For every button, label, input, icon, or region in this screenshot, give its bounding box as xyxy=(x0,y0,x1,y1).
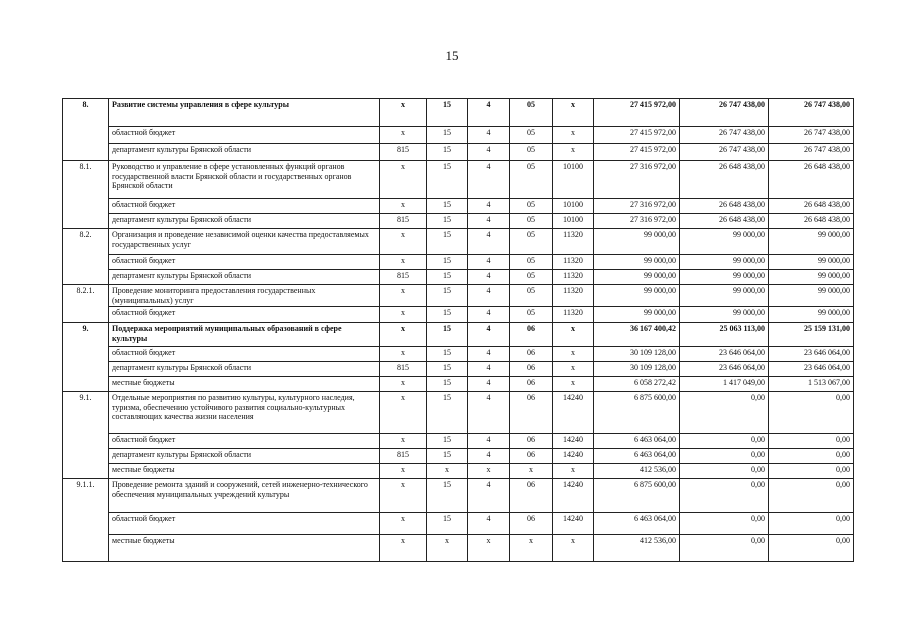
amount-year1-cell: 27 415 972,00 xyxy=(594,144,680,161)
amount-year1-cell: 412 536,00 xyxy=(594,535,680,562)
section-cell: 15 xyxy=(427,199,468,214)
item-name-cell: Проведение ремонта зданий и сооружений, сетей инженерно-технического обеспечения муниципальных учреждений культуры xyxy=(109,479,380,513)
item-name-cell: областной бюджет xyxy=(109,307,380,323)
amount-year3-cell: 0,00 xyxy=(769,392,854,434)
amount-year2-cell: 99 000,00 xyxy=(680,229,769,255)
amount-year2-cell: 25 063 113,00 xyxy=(680,323,769,347)
target-article-cell: 06 xyxy=(510,479,553,513)
amount-year1-cell: 6 463 064,00 xyxy=(594,513,680,535)
item-name-cell: областной бюджет xyxy=(109,434,380,449)
table-row xyxy=(63,347,854,362)
amount-year2-cell: 26 747 438,00 xyxy=(680,127,769,144)
section-cell: 15 xyxy=(427,392,468,434)
amount-year3-cell: 0,00 xyxy=(769,513,854,535)
subsection-cell: 4 xyxy=(468,434,510,449)
amount-year3-cell: 26 648 438,00 xyxy=(769,161,854,199)
subsection-cell: 4 xyxy=(468,214,510,229)
subsection-cell: 4 xyxy=(468,307,510,323)
amount-year3-cell: 26 747 438,00 xyxy=(769,99,854,127)
row-number-cell: 9.1.1. xyxy=(63,479,109,562)
subsection-cell: х xyxy=(468,535,510,562)
item-name-cell: областной бюджет xyxy=(109,127,380,144)
amount-year2-cell: 99 000,00 xyxy=(680,285,769,307)
amount-year3-cell: 99 000,00 xyxy=(769,307,854,323)
amount-year2-cell: 26 648 438,00 xyxy=(680,214,769,229)
table-row xyxy=(63,255,854,270)
amount-year1-cell: 412 536,00 xyxy=(594,464,680,479)
amount-year3-cell: 99 000,00 xyxy=(769,255,854,270)
target-article-cell: 05 xyxy=(510,229,553,255)
grbs-cell: х xyxy=(380,161,427,199)
amount-year1-cell: 30 109 128,00 xyxy=(594,347,680,362)
amount-year2-cell: 0,00 xyxy=(680,449,769,464)
amount-year3-cell: 99 000,00 xyxy=(769,270,854,285)
subsection-cell: 4 xyxy=(468,127,510,144)
amount-year3-cell: 0,00 xyxy=(769,434,854,449)
table-row xyxy=(63,199,854,214)
subsection-cell: 4 xyxy=(468,513,510,535)
amount-year2-cell: 1 417 049,00 xyxy=(680,377,769,392)
grbs-cell: х xyxy=(380,464,427,479)
expense-type-cell: 10100 xyxy=(553,214,594,229)
expense-type-cell: х xyxy=(553,323,594,347)
target-article-cell: 06 xyxy=(510,434,553,449)
grbs-cell: 815 xyxy=(380,362,427,377)
expense-type-cell: 10100 xyxy=(553,161,594,199)
amount-year1-cell: 6 463 064,00 xyxy=(594,449,680,464)
target-article-cell: х xyxy=(510,464,553,479)
item-name-cell: Руководство и управление в сфере установленных функций органов государственной власти Брянской области и государственных органов Брянской области xyxy=(109,161,380,199)
table-row xyxy=(63,270,854,285)
amount-year3-cell: 23 646 064,00 xyxy=(769,362,854,377)
table-row xyxy=(63,535,854,562)
target-article-cell: 05 xyxy=(510,307,553,323)
target-article-cell: 06 xyxy=(510,362,553,377)
row-number-cell: 8.2.1. xyxy=(63,285,109,323)
amount-year1-cell: 27 415 972,00 xyxy=(594,127,680,144)
expense-type-cell: х xyxy=(553,127,594,144)
table-row xyxy=(63,161,854,199)
table-row xyxy=(63,229,854,255)
row-number-cell: 9. xyxy=(63,323,109,392)
amount-year2-cell: 26 747 438,00 xyxy=(680,99,769,127)
expense-type-cell: 14240 xyxy=(553,449,594,464)
item-name-cell: областной бюджет xyxy=(109,255,380,270)
amount-year2-cell: 0,00 xyxy=(680,434,769,449)
amount-year1-cell: 6 875 600,00 xyxy=(594,479,680,513)
target-article-cell: 06 xyxy=(510,392,553,434)
item-name-cell: местные бюджеты xyxy=(109,464,380,479)
table-row xyxy=(63,464,854,479)
expense-type-cell: 11320 xyxy=(553,255,594,270)
amount-year2-cell: 99 000,00 xyxy=(680,270,769,285)
table-row xyxy=(63,377,854,392)
expense-type-cell: х xyxy=(553,464,594,479)
grbs-cell: х xyxy=(380,229,427,255)
target-article-cell: 05 xyxy=(510,270,553,285)
amount-year1-cell: 99 000,00 xyxy=(594,307,680,323)
section-cell: 15 xyxy=(427,161,468,199)
subsection-cell: 4 xyxy=(468,99,510,127)
amount-year1-cell: 99 000,00 xyxy=(594,270,680,285)
amount-year3-cell: 0,00 xyxy=(769,464,854,479)
expense-type-cell: 14240 xyxy=(553,513,594,535)
section-cell: 15 xyxy=(427,307,468,323)
target-article-cell: 05 xyxy=(510,144,553,161)
item-name-cell: Поддержка мероприятий муниципальных образований в сфере культуры xyxy=(109,323,380,347)
subsection-cell: 4 xyxy=(468,449,510,464)
amount-year1-cell: 99 000,00 xyxy=(594,255,680,270)
table-row xyxy=(63,214,854,229)
grbs-cell: х xyxy=(380,307,427,323)
grbs-cell: х xyxy=(380,535,427,562)
section-cell: 15 xyxy=(427,255,468,270)
grbs-cell: х xyxy=(380,127,427,144)
section-cell: 15 xyxy=(427,99,468,127)
target-article-cell: 06 xyxy=(510,449,553,464)
amount-year1-cell: 99 000,00 xyxy=(594,285,680,307)
section-cell: 15 xyxy=(427,362,468,377)
amount-year3-cell: 26 747 438,00 xyxy=(769,127,854,144)
grbs-cell: х xyxy=(380,513,427,535)
row-number-cell: 9.1. xyxy=(63,392,109,479)
expense-type-cell: 14240 xyxy=(553,434,594,449)
item-name-cell: Отдельные мероприятия по развитию культуры, культурного наследия, туризма, обеспечению устойчивого развития социально-культурных составляющих качества жизни населения xyxy=(109,392,380,434)
item-name-cell: Развитие системы управления в сфере культуры xyxy=(109,99,380,127)
amount-year3-cell: 99 000,00 xyxy=(769,229,854,255)
item-name-cell: департамент культуры Брянской области xyxy=(109,362,380,377)
target-article-cell: 05 xyxy=(510,214,553,229)
section-cell: 15 xyxy=(427,229,468,255)
amount-year3-cell: 26 648 438,00 xyxy=(769,199,854,214)
expense-type-cell: х xyxy=(553,144,594,161)
subsection-cell: 4 xyxy=(468,285,510,307)
table-row xyxy=(63,449,854,464)
amount-year3-cell: 0,00 xyxy=(769,479,854,513)
amount-year1-cell: 6 058 272,42 xyxy=(594,377,680,392)
grbs-cell: х xyxy=(380,434,427,449)
expense-type-cell: х xyxy=(553,535,594,562)
item-name-cell: Проведение мониторинга предоставления государственных (муниципальных) услуг xyxy=(109,285,380,307)
target-article-cell: 05 xyxy=(510,199,553,214)
amount-year3-cell: 0,00 xyxy=(769,535,854,562)
amount-year3-cell: 99 000,00 xyxy=(769,285,854,307)
amount-year3-cell: 26 747 438,00 xyxy=(769,144,854,161)
table-row xyxy=(63,127,854,144)
amount-year2-cell: 23 646 064,00 xyxy=(680,347,769,362)
amount-year1-cell: 99 000,00 xyxy=(594,229,680,255)
amount-year1-cell: 6 875 600,00 xyxy=(594,392,680,434)
subsection-cell: 4 xyxy=(468,199,510,214)
target-article-cell: х xyxy=(510,535,553,562)
grbs-cell: 815 xyxy=(380,214,427,229)
table-row xyxy=(63,144,854,161)
grbs-cell: х xyxy=(380,255,427,270)
section-cell: 15 xyxy=(427,285,468,307)
section-cell: 15 xyxy=(427,323,468,347)
expense-type-cell: 10100 xyxy=(553,199,594,214)
section-cell: 15 xyxy=(427,479,468,513)
expense-type-cell: х xyxy=(553,377,594,392)
grbs-cell: 815 xyxy=(380,144,427,161)
amount-year1-cell: 30 109 128,00 xyxy=(594,362,680,377)
item-name-cell: департамент культуры Брянской области xyxy=(109,449,380,464)
amount-year2-cell: 99 000,00 xyxy=(680,255,769,270)
amount-year3-cell: 1 513 067,00 xyxy=(769,377,854,392)
expense-type-cell: х xyxy=(553,347,594,362)
grbs-cell: х xyxy=(380,392,427,434)
subsection-cell: 4 xyxy=(468,392,510,434)
amount-year1-cell: 27 316 972,00 xyxy=(594,214,680,229)
amount-year2-cell: 0,00 xyxy=(680,535,769,562)
item-name-cell: департамент культуры Брянской области xyxy=(109,270,380,285)
target-article-cell: 06 xyxy=(510,347,553,362)
amount-year2-cell: 99 000,00 xyxy=(680,307,769,323)
section-cell: 15 xyxy=(427,214,468,229)
subsection-cell: 4 xyxy=(468,362,510,377)
row-number-cell: 8.1. xyxy=(63,161,109,229)
section-cell: 15 xyxy=(427,513,468,535)
table-row xyxy=(63,392,854,434)
amount-year2-cell: 0,00 xyxy=(680,392,769,434)
target-article-cell: 05 xyxy=(510,99,553,127)
amount-year3-cell: 23 646 064,00 xyxy=(769,347,854,362)
section-cell: 15 xyxy=(427,347,468,362)
target-article-cell: 05 xyxy=(510,161,553,199)
grbs-cell: 815 xyxy=(380,449,427,464)
target-article-cell: 05 xyxy=(510,255,553,270)
section-cell: х xyxy=(427,535,468,562)
target-article-cell: 05 xyxy=(510,285,553,307)
amount-year3-cell: 25 159 131,00 xyxy=(769,323,854,347)
amount-year2-cell: 0,00 xyxy=(680,464,769,479)
page-number: 15 xyxy=(445,48,459,63)
subsection-cell: 4 xyxy=(468,377,510,392)
grbs-cell: х xyxy=(380,347,427,362)
expense-type-cell: 14240 xyxy=(553,392,594,434)
amount-year2-cell: 26 747 438,00 xyxy=(680,144,769,161)
target-article-cell: 06 xyxy=(510,513,553,535)
target-article-cell: 06 xyxy=(510,377,553,392)
subsection-cell: 4 xyxy=(468,347,510,362)
subsection-cell: 4 xyxy=(468,229,510,255)
item-name-cell: областной бюджет xyxy=(109,199,380,214)
expense-type-cell: 11320 xyxy=(553,229,594,255)
target-article-cell: 06 xyxy=(510,323,553,347)
expense-type-cell: 11320 xyxy=(553,270,594,285)
subsection-cell: 4 xyxy=(468,479,510,513)
table-row xyxy=(63,307,854,323)
amount-year2-cell: 23 646 064,00 xyxy=(680,362,769,377)
amount-year1-cell: 27 415 972,00 xyxy=(594,99,680,127)
amount-year3-cell: 0,00 xyxy=(769,449,854,464)
grbs-cell: 815 xyxy=(380,270,427,285)
table-row xyxy=(63,513,854,535)
amount-year1-cell: 27 316 972,00 xyxy=(594,161,680,199)
item-name-cell: Организация и проведение независимой оценки качества предоставляемых государственных услуг xyxy=(109,229,380,255)
amount-year1-cell: 6 463 064,00 xyxy=(594,434,680,449)
table-row xyxy=(63,362,854,377)
amount-year3-cell: 26 648 438,00 xyxy=(769,214,854,229)
grbs-cell: х xyxy=(380,99,427,127)
amount-year2-cell: 0,00 xyxy=(680,513,769,535)
grbs-cell: х xyxy=(380,479,427,513)
section-cell: 15 xyxy=(427,144,468,161)
amount-year2-cell: 0,00 xyxy=(680,479,769,513)
subsection-cell: 4 xyxy=(468,161,510,199)
table-row xyxy=(63,99,854,127)
table-body xyxy=(63,99,854,562)
grbs-cell: х xyxy=(380,377,427,392)
grbs-cell: х xyxy=(380,199,427,214)
target-article-cell: 05 xyxy=(510,127,553,144)
section-cell: 15 xyxy=(427,377,468,392)
grbs-cell: х xyxy=(380,285,427,307)
section-cell: 15 xyxy=(427,449,468,464)
grbs-cell: х xyxy=(380,323,427,347)
budget-table xyxy=(62,98,854,562)
subsection-cell: 4 xyxy=(468,144,510,161)
table-row xyxy=(63,434,854,449)
subsection-cell: х xyxy=(468,464,510,479)
amount-year1-cell: 36 167 400,42 xyxy=(594,323,680,347)
row-number-cell: 8. xyxy=(63,99,109,161)
subsection-cell: 4 xyxy=(468,255,510,270)
expense-type-cell: 11320 xyxy=(553,307,594,323)
section-cell: 15 xyxy=(427,434,468,449)
item-name-cell: областной бюджет xyxy=(109,347,380,362)
section-cell: 15 xyxy=(427,270,468,285)
item-name-cell: департамент культуры Брянской области xyxy=(109,214,380,229)
expense-type-cell: 11320 xyxy=(553,285,594,307)
item-name-cell: департамент культуры Брянской области xyxy=(109,144,380,161)
item-name-cell: местные бюджеты xyxy=(109,535,380,562)
section-cell: х xyxy=(427,464,468,479)
expense-type-cell: х xyxy=(553,362,594,377)
subsection-cell: 4 xyxy=(468,323,510,347)
amount-year1-cell: 27 316 972,00 xyxy=(594,199,680,214)
row-number-cell: 8.2. xyxy=(63,229,109,285)
expense-type-cell: 14240 xyxy=(553,479,594,513)
amount-year2-cell: 26 648 438,00 xyxy=(680,161,769,199)
section-cell: 15 xyxy=(427,127,468,144)
table-row xyxy=(63,285,854,307)
item-name-cell: местные бюджеты xyxy=(109,377,380,392)
expense-type-cell: х xyxy=(553,99,594,127)
item-name-cell: областной бюджет xyxy=(109,513,380,535)
table-row xyxy=(63,479,854,513)
subsection-cell: 4 xyxy=(468,270,510,285)
amount-year2-cell: 26 648 438,00 xyxy=(680,199,769,214)
table-row xyxy=(63,323,854,347)
